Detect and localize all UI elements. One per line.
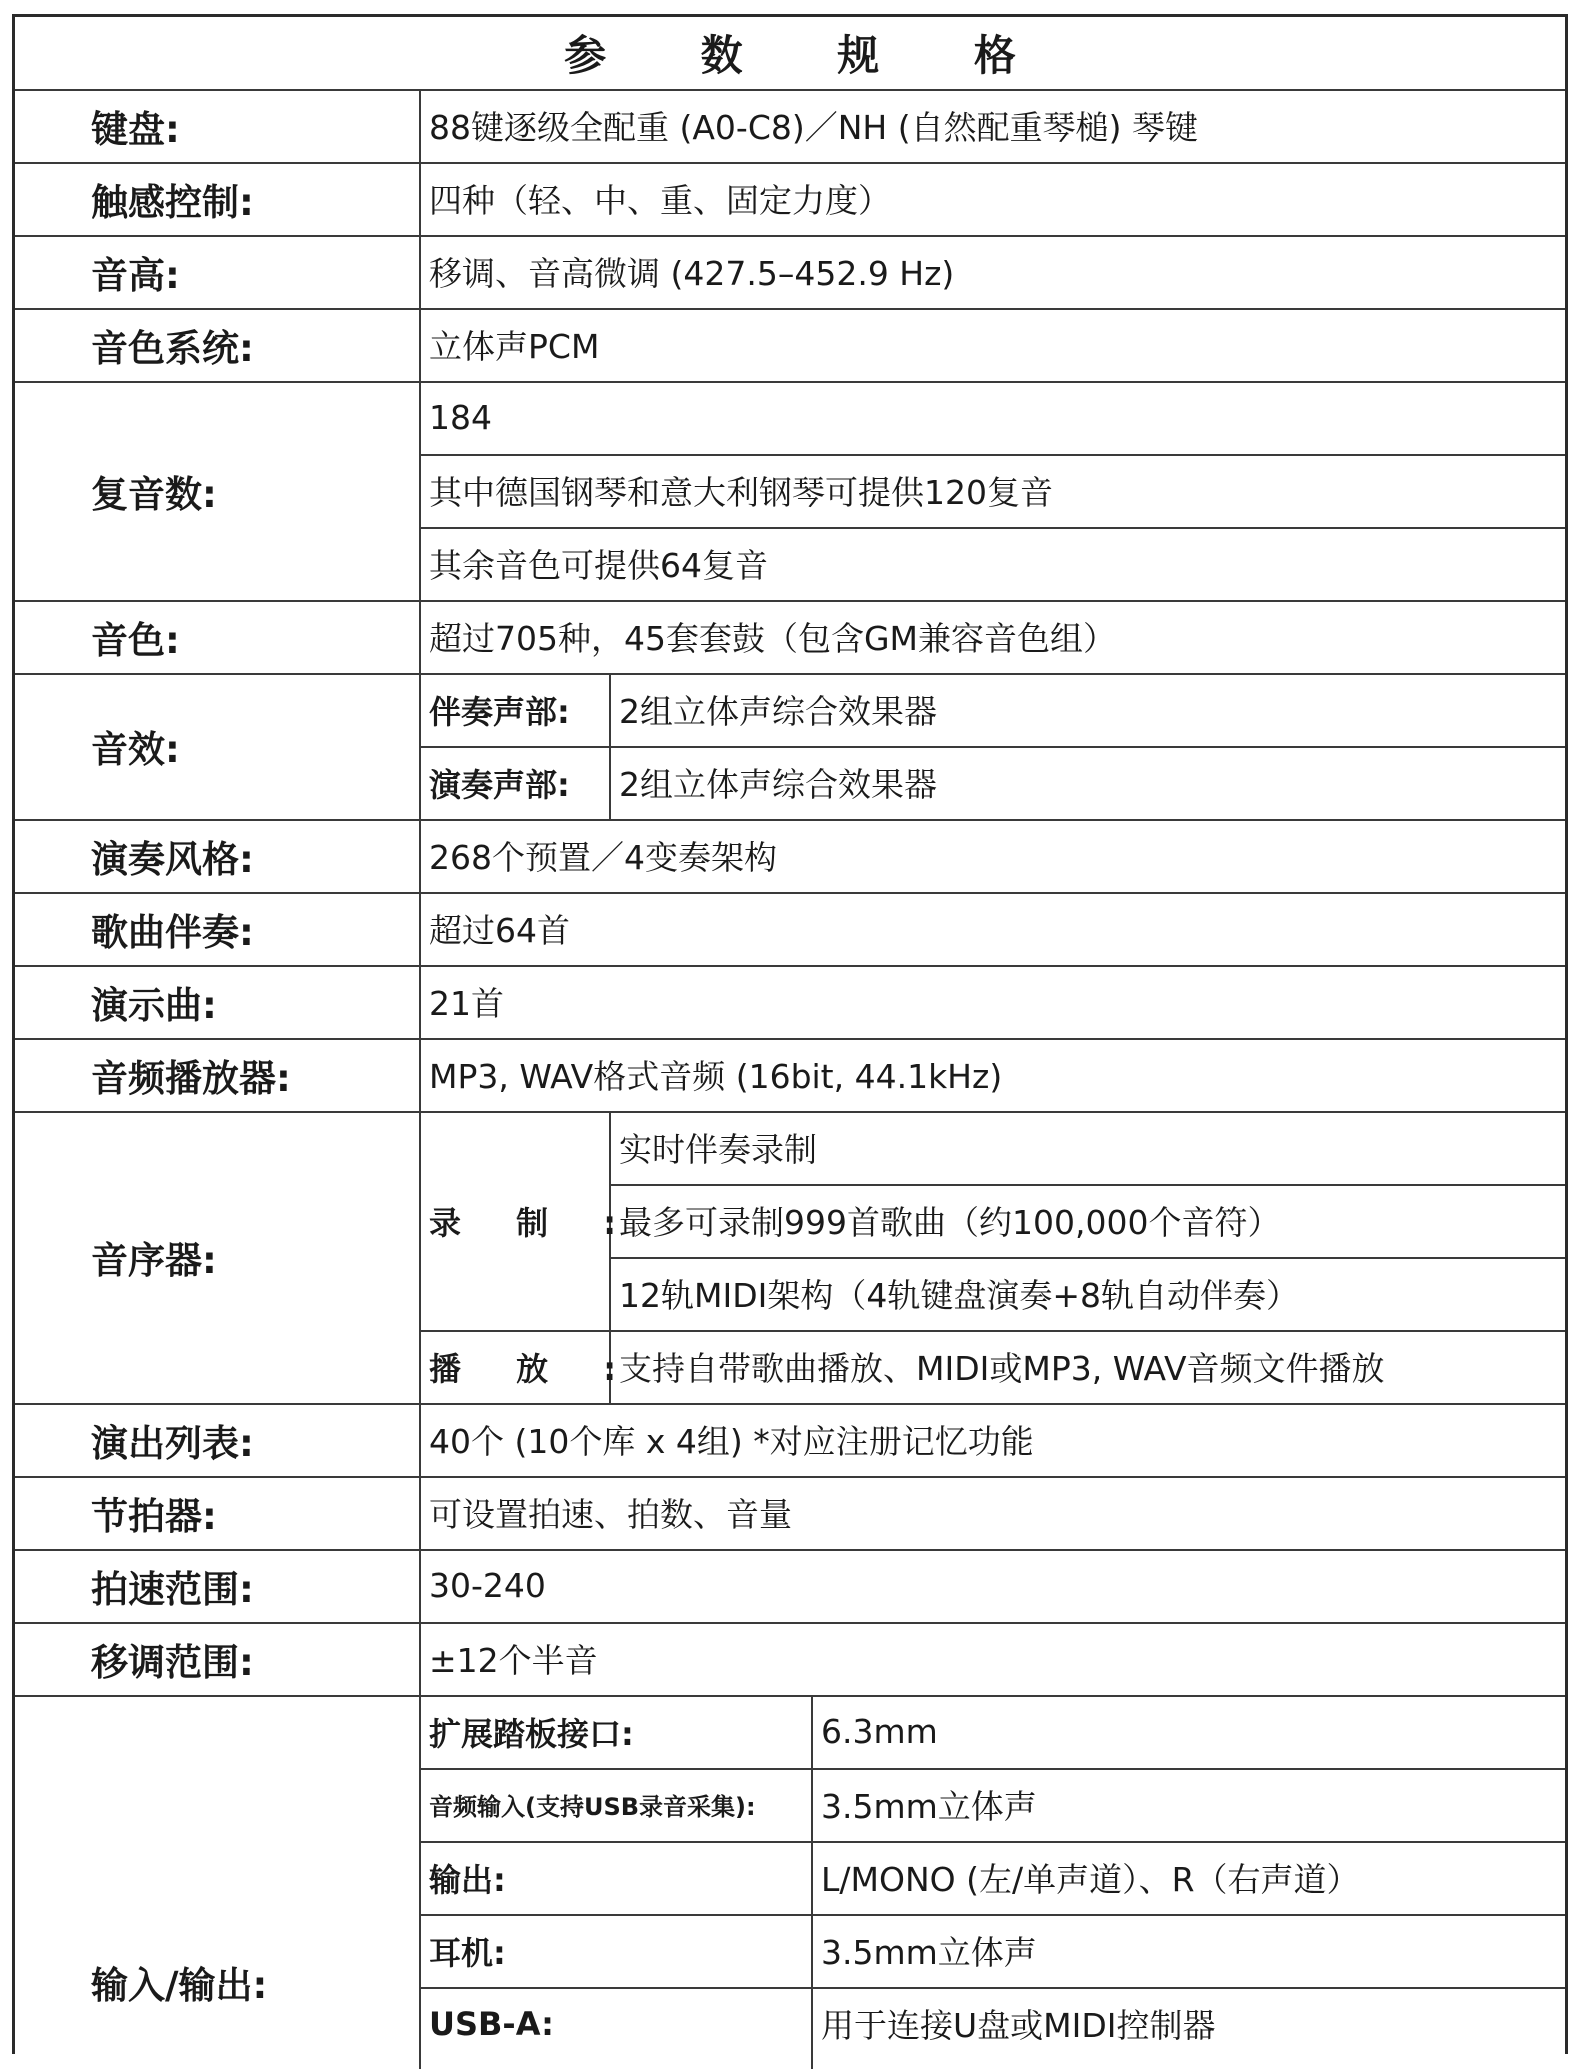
value-playlist: 40个 (10个库 x 4组) *对应注册记忆功能 [429,1422,1034,1461]
sequencer-record-value-3: 12轨MIDI架构（4轨键盘演奏+8轨自动伴奏） [619,1276,1299,1315]
value-tones: 超过705种，45套套鼓（包含GM兼容音色组） [429,619,1117,658]
label-tones: 音色: [91,618,180,662]
io-value-audio-in: 3.5mm立体声 [821,1787,1037,1826]
sequencer-play-label: 播 放 : [429,1349,639,1388]
sequencer-play-value: 支持自带歌曲播放、MIDI或MP3, WAV音频文件播放 [619,1349,1385,1388]
value-demo: 21首 [429,984,504,1023]
io-value-output: L/MONO (左/单声道）、R（右声道） [821,1860,1360,1899]
io-value-pedal: 6.3mm [821,1712,938,1751]
label-polyphony: 复音数: [91,472,217,516]
label-tempo: 拍速范围: [91,1567,254,1611]
effects-value-accompaniment: 2组立体声综合效果器 [619,692,937,731]
label-io: 输入/输出: [91,1964,268,2007]
label-metronome: 节拍器: [91,1494,217,1538]
label-effects: 音效: [91,728,180,771]
table-title: 参 数 规 格 [564,31,1056,80]
value-polyphony-2: 其中德国钢琴和意大利钢琴可提供120复音 [429,473,1053,512]
value-polyphony-1: 184 [429,398,492,437]
value-styles: 268个预置／4变奏架构 [429,838,777,877]
sequencer-record-label: 录 制 : [429,1203,639,1242]
label-sequencer: 音序器: [91,1239,217,1282]
value-transpose: ±12个半音 [429,1641,598,1680]
io-item-pedal: 扩展踏板接口: [429,1714,634,1753]
effects-item-performance: 演奏声部: [429,765,570,804]
effects-value-performance: 2组立体声综合效果器 [619,765,937,804]
value-polyphony-3: 其余音色可提供64复音 [429,546,768,585]
label-touch: 触感控制: [91,180,254,224]
label-demo: 演示曲: [91,983,217,1027]
value-tone-system: 立体声PCM [429,327,600,366]
value-songs: 超过64首 [429,911,570,950]
label-songs: 歌曲伴奏: [91,910,254,954]
spec-table [12,14,1568,2054]
value-tempo: 30-240 [429,1566,546,1605]
label-transpose: 移调范围: [91,1640,254,1684]
value-keyboard: 88键逐级全配重 (A0-C8)／NH (自然配重琴槌) 琴键 [429,108,1198,147]
io-item-usb-a: USB-A: [429,2004,554,2043]
sequencer-record-value-1: 实时伴奏录制 [619,1130,817,1169]
io-value-usb-a: 用于连接U盘或MIDI控制器 [821,2006,1216,2045]
io-value-headphones: 3.5mm立体声 [821,1933,1037,1972]
value-pitch: 移调、音高微调 (427.5–452.9 Hz) [429,254,955,293]
value-touch: 四种（轻、中、重、固定力度） [429,181,891,220]
label-audio-player: 音频播放器: [91,1056,291,1100]
io-item-audio-in: 音频输入(支持USB录音采集): [429,1793,756,1821]
value-metronome: 可设置拍速、拍数、音量 [429,1495,792,1534]
sequencer-record-value-2: 最多可录制999首歌曲（约100,000个音符） [619,1203,1281,1242]
io-item-headphones: 耳机: [429,1933,506,1972]
label-tone-system: 音色系统: [91,326,254,370]
label-pitch: 音高: [91,253,180,297]
io-item-output: 输出: [429,1860,506,1899]
label-keyboard: 键盘: [91,107,180,151]
label-playlist: 演出列表: [91,1421,254,1465]
label-styles: 演奏风格: [91,837,254,881]
value-audio-player: MP3, WAV格式音频 (16bit, 44.1kHz) [429,1057,1003,1096]
effects-item-accompaniment: 伴奏声部: [429,692,570,731]
